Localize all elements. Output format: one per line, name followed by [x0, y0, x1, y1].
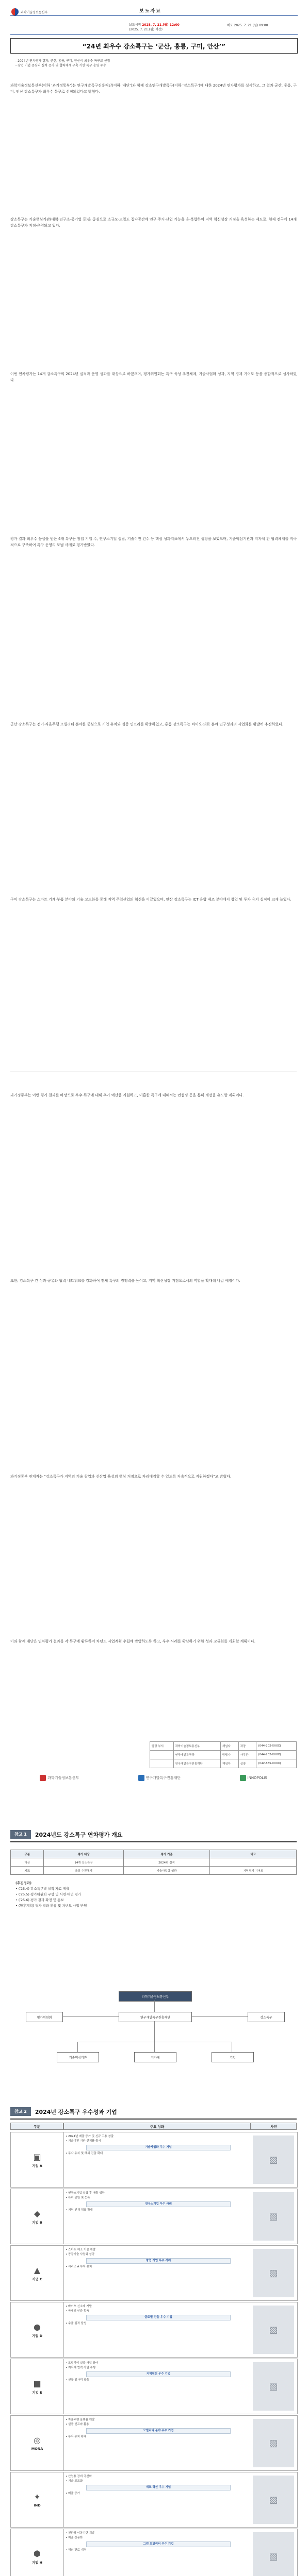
release-info	[129, 23, 180, 32]
node-foundation: 연구개발특구진흥재단	[119, 2012, 192, 2022]
achievement-highlight: 창업 기업 우수 사례	[86, 2258, 231, 2264]
company-name: MONA	[31, 2447, 43, 2451]
contact-cell: 연구개발특구진흥재단	[173, 1759, 220, 1768]
node-special-zone: 강소특구	[248, 2012, 285, 2022]
company-name: 기업 D	[31, 2333, 43, 2338]
table-row	[11, 1867, 297, 1875]
achievement-line: • 특허 출원 및 등록	[66, 2196, 90, 2199]
achievement-highlight: 제조 혁신 우수 기업	[86, 2485, 231, 2490]
reference-caption: 2024년 강소특구 우수성과 기업	[35, 2108, 117, 2115]
company-logo-icon: ■	[33, 2378, 41, 2388]
achievement-line: • 투자 유치 확대	[66, 2435, 87, 2438]
photo-placeholder-icon: ▧	[269, 2267, 278, 2279]
company-logo-icon: ●	[34, 2321, 41, 2332]
company-name: 기업 A	[32, 2163, 42, 2168]
achievement-line: • 투자 유치 및 해외 진출 확대	[66, 2152, 103, 2155]
company-photo	[253, 2362, 294, 2411]
company-photo	[253, 2419, 294, 2467]
achievement-cell	[66, 2531, 251, 2553]
table-cell: 대상	[11, 1858, 44, 1867]
ministry-name: 과학기술정보통신부	[21, 10, 48, 14]
connector	[154, 2042, 155, 2052]
table-header: 평가 기준	[123, 1850, 210, 1858]
body-paragraph: 이번 연차평가는 14개 강소특구의 2024년 실적과 운영 성과를 대상으로 하였으며, 평가위원회는 특구 육성 추진체계, 기술사업화 성과, 지역 경제 기여도 등을 종합적으로 심사하였다.	[10, 372, 297, 382]
column-header: 주요 성과	[63, 2123, 251, 2130]
contact-row	[150, 1742, 297, 1751]
press-title: “24년 최우수 강소특구는 ‘군산, 홍릉, 구미, 안산’”	[10, 38, 298, 54]
logo-icon	[240, 1775, 246, 1781]
company-photo	[253, 2306, 294, 2354]
contact-cell: 책임자	[220, 1759, 238, 1768]
company-cell	[11, 2246, 64, 2300]
summary-line: - 2024년 연차평가 결과, 군산, 홍릉, 구미, 안산이 최우수 특구로 선정	[15, 59, 110, 63]
ministry-emblem-icon	[11, 8, 19, 15]
table-cell: 2024년 실적	[123, 1858, 210, 1867]
contact-row	[150, 1759, 297, 1768]
header-divider	[10, 15, 298, 16]
reference-tag: 참고 1	[10, 1830, 31, 1839]
connector	[77, 2042, 78, 2052]
company-cell	[11, 2416, 64, 2470]
node-committee: 평가위원회	[26, 2012, 63, 2022]
achievement-line: • 산업용 장비 국산화	[66, 2475, 92, 2478]
table-cell: 14개 강소특구	[44, 1858, 123, 1867]
contact-cell: 과장	[238, 1742, 256, 1751]
list-item: • (′25.5) 평가위원회 구성 및 서면·대면 평가	[15, 1892, 82, 1896]
contact-cell: (042-865-XXXX)	[256, 1759, 297, 1768]
release-label: 보도시점	[129, 23, 141, 27]
company-name: 기업 C	[32, 2277, 42, 2281]
company-name: 기업 B	[32, 2220, 42, 2225]
achievement-cell	[66, 2475, 251, 2496]
body-paragraph: 이와 함께 재단은 연차평가 결과를 각 특구에 환류하여 차년도 사업계획 수립에 반영하도록 하고, 우수 사례를 확산하기 위한 성과 교류회를 개최할 계획이다.	[10, 1639, 255, 1643]
photo-placeholder-icon: ▧	[269, 2494, 278, 2505]
contact-cell: 실장	[238, 1759, 256, 1768]
table-header: 평가 대상	[44, 1850, 123, 1858]
achievement-line: • 2024년 매출 증가 및 신규 고용 창출	[66, 2135, 114, 2138]
document-type: 보도자료	[139, 9, 161, 14]
achievement-cell	[66, 2361, 251, 2383]
release-date-secondary: (2025. 7. 21.(월) 석간)	[129, 28, 163, 31]
achievement-line: • 지역 인재 채용 확대	[66, 2209, 93, 2212]
achievement-highlight: 연구소기업 우수 사례	[86, 2201, 231, 2207]
company-row	[10, 2472, 298, 2528]
contact-cell	[150, 1751, 174, 1759]
body-paragraph: 구미 강소특구는 스마트 기계·부품 분야의 기술 고도화를 통해 지역 주력산업의 혁신을 이끌었으며, 안산 강소특구는 ICT 융합 제조 분야에서 창업 및 투자 유치 실적이 크게 늘었다.	[10, 897, 291, 902]
company-cell	[11, 2529, 64, 2576]
logo-label: 연구개발특구진흥재단	[145, 1776, 181, 1780]
achievement-line: • 실증 인프라 활용	[66, 2423, 89, 2426]
achievement-line: • 제품 상용화	[66, 2536, 83, 2539]
company-photo	[253, 2476, 294, 2524]
contact-cell: (044-202-XXXX)	[256, 1751, 297, 1759]
table-cell: 육성 추진체계	[44, 1867, 123, 1875]
achievement-line: • 스마트 제조 기술 개발	[66, 2248, 96, 2251]
node-local-government: 지자체	[134, 2052, 176, 2062]
achievement-line: • 시리즈 A 투자 유치	[66, 2265, 92, 2268]
company-logo-icon: ⬢	[34, 2548, 41, 2558]
company-name: 기업 H	[31, 2560, 43, 2565]
company-cell	[11, 2359, 64, 2414]
contact-cell: 과학기술정보통신부	[173, 1742, 220, 1751]
reference-underline	[10, 1841, 297, 1842]
node-company: 기업	[212, 2052, 254, 2062]
achievement-line: • 공공기술 사업화 성공	[66, 2253, 95, 2256]
achievement-line: • 기술이전 기반 신제품 출시	[66, 2140, 101, 2143]
column-header: 사진	[251, 2123, 297, 2130]
company-row	[10, 2132, 298, 2188]
list-item: • (′25.4) 강소특구별 실적 자료 제출	[15, 1887, 70, 1891]
achievement-cell	[66, 2304, 251, 2326]
list-item: • (향후계획) 평가 결과 환류 및 차년도 사업 반영	[15, 1904, 87, 1908]
list-title: (추진경과)	[15, 1881, 32, 1885]
header-divider-bottom	[10, 34, 298, 35]
body-paragraph: 또한, 강소특구 간 성과 공유와 협력 네트워크를 강화하여 전체 특구의 경쟁력을 높이고, 지역 혁신성장 거점으로서의 역할을 확대해 나갈 예정이다.	[10, 1279, 240, 1283]
governance-diagram	[21, 1991, 289, 2084]
company-cell	[11, 2132, 64, 2187]
achievement-line: • 친환경 이동수단 개발	[66, 2532, 95, 2535]
company-row	[10, 2189, 298, 2244]
company-cell	[11, 2302, 64, 2357]
achievement-line: • 수출 실적 달성	[66, 2322, 87, 2325]
contact-cell: 사무관	[238, 1751, 256, 1759]
company-logo-icon: ▲	[34, 2265, 41, 2275]
achievement-line: • 국내외 인증 획득	[66, 2310, 89, 2313]
photo-placeholder-icon: ▧	[269, 2324, 278, 2335]
evaluation-overview-table	[10, 1850, 297, 1875]
distribution-info: 배포 2025. 7. 21.(월) 09:00	[227, 24, 268, 27]
contact-table	[150, 1741, 297, 1768]
body-paragraph: 평가 결과 최우수 등급을 받은 4개 특구는 창업 기업 수, 연구소기업 설립, 기술이전 건수 등 핵심 성과지표에서 두드러진 성장을 보였으며, 기술핵심기관과 지자체 간 협력체계를 적극적으로 구축하여 특구 운영의 모범 사례로 평가받았다.	[10, 537, 297, 547]
partner-logo	[138, 1775, 181, 1781]
contact-cell: (044-202-XXXX)	[256, 1742, 297, 1751]
company-name: 기업 E	[32, 2390, 42, 2395]
company-logo-icon: ✦	[34, 2492, 41, 2502]
summary-block	[15, 59, 294, 68]
photo-placeholder-icon: ▧	[269, 2154, 278, 2165]
partner-logos	[10, 1771, 297, 1785]
contact-cell: 담당 부서	[150, 1742, 174, 1751]
logo-icon	[138, 1775, 144, 1781]
company-logo-icon: ▣	[33, 2151, 41, 2162]
logo-icon	[40, 1775, 46, 1781]
ministry-logo	[11, 8, 47, 15]
logo-label: INNOPOLIS	[247, 1776, 267, 1780]
list-item: • (′25.6) 평가 결과 확정 및 통보	[15, 1898, 64, 1902]
results-table-header	[10, 2123, 297, 2130]
photo-placeholder-icon: ▧	[269, 2551, 278, 2562]
connector	[154, 2021, 155, 2042]
progress-list	[15, 1880, 294, 1909]
achievement-cell	[66, 2191, 251, 2213]
reference-heading-2	[10, 2107, 117, 2116]
company-cell	[11, 2189, 64, 2244]
achievement-cell	[66, 2248, 251, 2269]
company-row	[10, 2359, 298, 2414]
summary-line: - 창업 기업 중심의 실적 증가 및 협력체계 구축 기반 특구 운영 우수	[15, 64, 106, 67]
company-photo	[253, 2249, 294, 2297]
achievement-line: • 지자체 협력 사업 수행	[66, 2366, 96, 2369]
achievement-line: • 연구소기업 설립 후 매출 성장	[66, 2192, 105, 2195]
photo-placeholder-icon: ▧	[269, 2437, 278, 2449]
achievement-line: • 신규 일자리 창출	[66, 2379, 89, 2382]
connector	[154, 2001, 155, 2012]
achievement-highlight: 글로벌 진출 우수 기업	[86, 2315, 231, 2320]
contact-cell: 책임자	[220, 1742, 238, 1751]
company-logo-icon: ◆	[34, 2208, 41, 2218]
table-header: 구분	[11, 1850, 44, 1858]
node-ministry: 과학기술정보통신부	[119, 1991, 192, 2002]
table-cell: 지역경제 기여도	[210, 1867, 297, 1875]
connector	[62, 2016, 119, 2017]
table-header: 비고	[210, 1850, 297, 1858]
reference-underline	[10, 2119, 297, 2120]
body-paragraph: 강소특구는 기술핵심기관(대학·연구소·공기업 등)을 중심으로 소규모·고밀도 집약공간에 연구·주거·산업 기능을 융·복합하여 지역 혁신성장 거점을 육성하는 제도로, 현재 전국에 14개 강소특구가 지정·운영되고 있다.	[10, 217, 297, 228]
reference-caption: 2024년도 강소특구 연차평가 개요	[35, 1831, 123, 1838]
company-row	[10, 2302, 298, 2358]
company-cell	[11, 2472, 64, 2527]
achievement-line: • 바이오 신소재 개발	[66, 2305, 92, 2308]
photo-placeholder-icon: ▧	[269, 2381, 278, 2392]
company-photo	[253, 2192, 294, 2241]
node-core-institution: 기술핵심기관	[57, 2052, 99, 2062]
body-paragraph: 과학기술정보통신부(이하 ‘과기정통부’)는 연구개발특구진흥재단(이하 ‘재단’)과 함께 강소연구개발특구(이하 ‘강소특구’)에 대한 2024년 연차평가를 실시하고, 그 결과 군산, 홍릉, 구미, 안산 강소특구가 최우수 특구로 선정되었다고 밝혔다.	[10, 83, 297, 94]
achievement-highlight: 지역혁신 우수 기업	[86, 2371, 231, 2377]
partner-logo	[40, 1775, 79, 1781]
company-row	[10, 2245, 298, 2301]
body-paragraph: 과기정통부는 이번 평가 결과를 바탕으로 우수 특구에 대해 추가 예산을 지원하고, 미흡한 특구에 대해서는 컨설팅 등을 통해 개선을 유도할 계획이다.	[10, 1093, 244, 1097]
table-cell: 기술사업화 성과	[123, 1867, 210, 1875]
contact-row	[150, 1751, 297, 1759]
column-header: 구분	[10, 2123, 63, 2130]
photo-placeholder-icon: ▧	[269, 2211, 278, 2222]
achievement-cell	[66, 2134, 251, 2156]
company-photo	[253, 2532, 294, 2576]
reference-heading-1	[10, 1830, 122, 1839]
contact-cell: 담당자	[220, 1751, 238, 1759]
company-name: IND	[34, 2503, 41, 2507]
logo-label: 과학기술정보통신부	[47, 1776, 79, 1780]
connector	[191, 2016, 248, 2017]
body-paragraph: 과기정통부 관계자는 “강소특구가 지역의 기술 창업과 신산업 육성의 핵심 거점으로 자리매김할 수 있도록 지속적으로 지원하겠다”고 밝혔다.	[10, 1475, 232, 1479]
table-row	[11, 1858, 297, 1867]
achievement-line: • 자율주행 플랫폼 개발	[66, 2418, 95, 2421]
company-logo-icon: ◎	[34, 2435, 41, 2445]
body-paragraph: 군산 강소특구는 전기·자율주행 모빌리티 분야를 중심으로 기업 유치와 실증 인프라를 확충하였고, 홍릉 강소특구는 바이오·의료 분야 연구성과의 사업화를 활발히 추진하였다.	[10, 722, 284, 726]
company-photo	[253, 2136, 294, 2184]
release-date: 2025. 7. 21.(월) 12:00	[142, 23, 180, 27]
achievement-highlight: 기술사업화 우수 기업	[86, 2145, 231, 2150]
achievement-highlight: 그린 모빌리티 우수 기업	[86, 2541, 231, 2547]
achievement-line: • 매출 증가	[66, 2492, 80, 2495]
partner-logo	[240, 1775, 267, 1781]
reference-tag: 참고 2	[10, 2107, 31, 2116]
contact-cell: 연구개발특구과	[173, 1751, 220, 1759]
achievement-line: • 모빌리티 실증 사업 참여	[66, 2362, 99, 2365]
table-cell	[210, 1858, 297, 1867]
contact-cell	[150, 1759, 174, 1768]
table-header-row	[11, 1850, 297, 1858]
company-row	[10, 2529, 298, 2576]
achievement-line: • 해외 판로 개척	[66, 2549, 87, 2552]
table-cell: 지표	[11, 1867, 44, 1875]
achievement-cell	[66, 2418, 251, 2439]
achievement-line: • 기술 고도화	[66, 2480, 83, 2483]
company-row	[10, 2415, 298, 2471]
achievement-highlight: 모빌리티 분야 우수 기업	[86, 2428, 231, 2434]
